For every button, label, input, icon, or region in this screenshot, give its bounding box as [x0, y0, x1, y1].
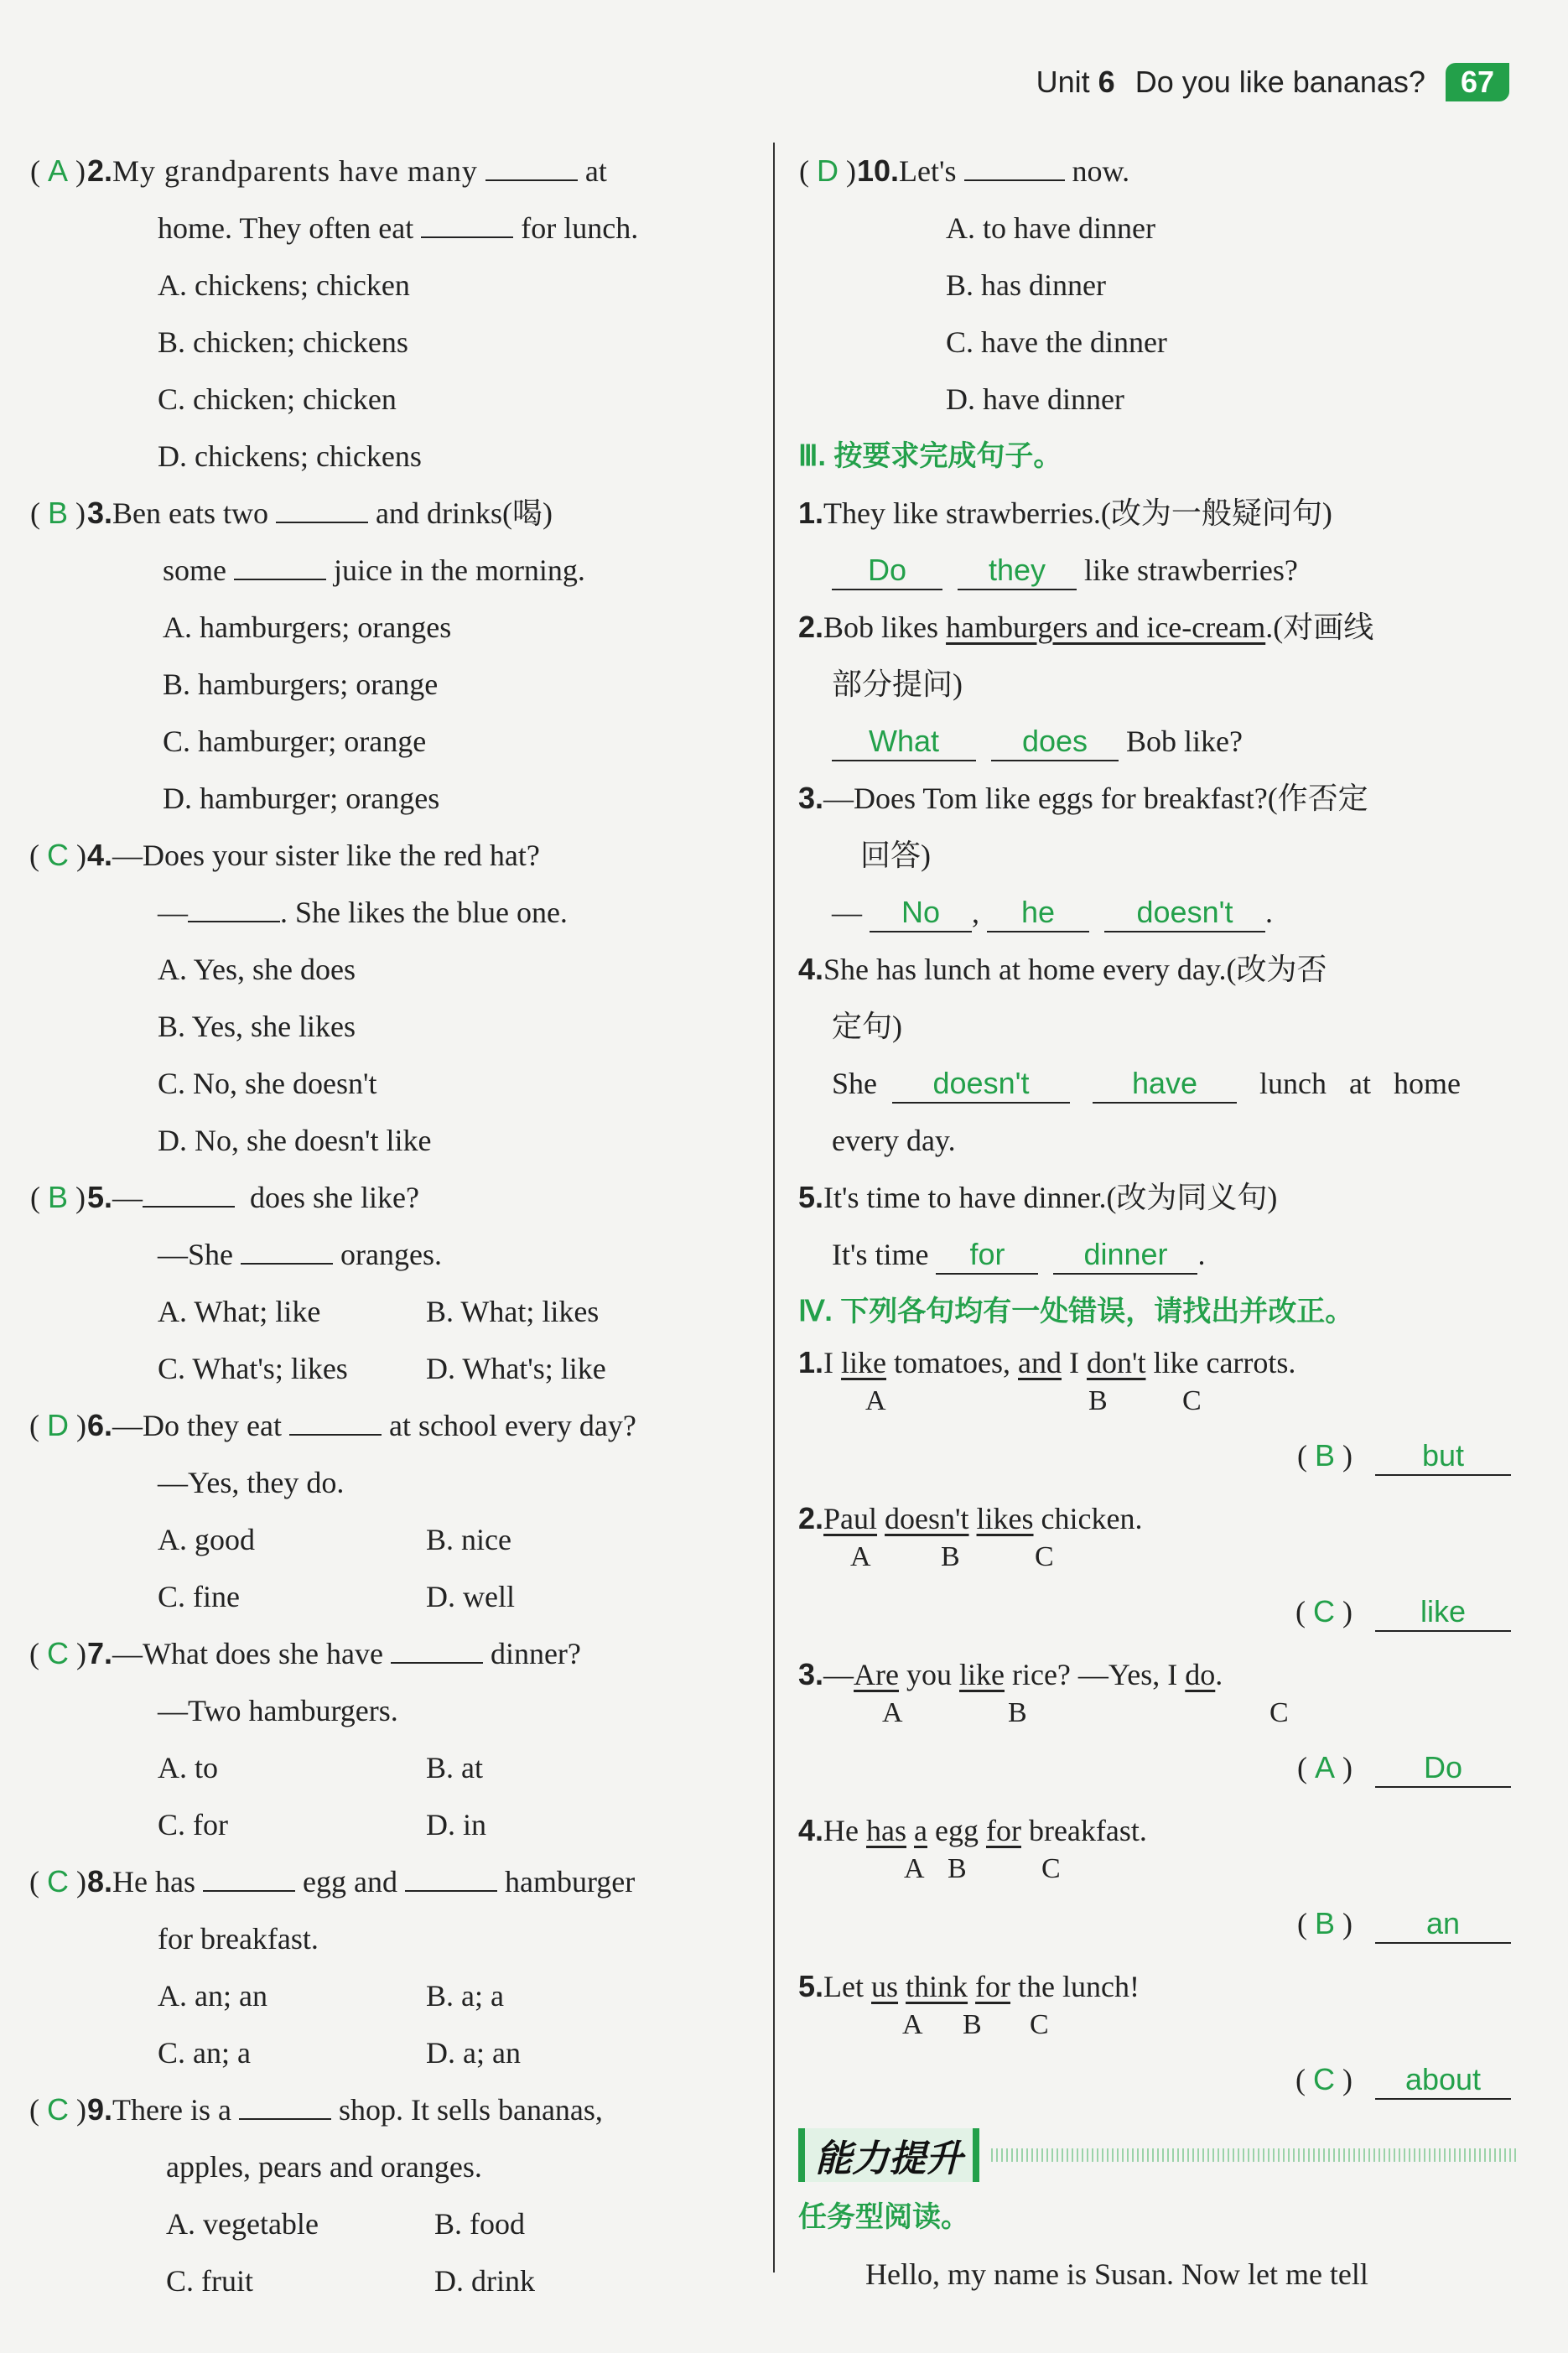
s3-item-4: 4.She has lunch at home every day.(改为否 定句) She doesn't have lunch at home every day. — [798, 952, 1461, 1157]
option-row: C. an; a D. a; an — [158, 2036, 521, 2070]
answer-box: ( B ) — [29, 496, 86, 530]
answer-fill: No — [870, 894, 972, 932]
answer-fill: for — [936, 1236, 1038, 1275]
s3-item-5: 5.It's time to have dinner.(改为同义句) It's time for dinner . — [798, 1169, 1519, 1283]
option: C. hamburger; orange — [163, 725, 427, 758]
option: D. have dinner — [946, 382, 1124, 416]
option-row: C. fine D. well — [158, 1580, 515, 1613]
s4-item-5: 5.Let us think for the lunch! A B C ( C ) about — [798, 1964, 1519, 2105]
answer-box: ( C ) — [29, 1636, 86, 1670]
option: B. hamburgers; orange — [163, 667, 439, 701]
s4-item-2: 2.Paul doesn't likes chicken. A B C ( C ) like — [798, 1496, 1519, 1637]
answer-box: ( A ) — [29, 153, 86, 188]
option: A. to have dinner — [946, 211, 1155, 245]
error-answer: ( C ) like — [798, 1587, 1519, 1637]
s3-item-1: 1.They like strawberries.(改为一般疑问句) Do they like strawberries? — [798, 485, 1519, 599]
column-divider — [773, 143, 775, 2272]
answer-fill: doesn't — [892, 1065, 1070, 1104]
option: C. chicken; chicken — [158, 382, 397, 416]
answer-box: ( C ) — [29, 1864, 86, 1899]
option-row: C. What's; likes D. What's; like — [158, 1352, 606, 1385]
ability-banner — [798, 2122, 1519, 2189]
answer-box: ( B ) — [29, 1180, 86, 1214]
option-row: A. vegetable B. food — [166, 2207, 525, 2241]
option-row: C. fruit D. drink — [166, 2264, 535, 2298]
option: D. hamburger; oranges — [163, 782, 440, 815]
option: B. Yes, she likes — [158, 1010, 356, 1043]
option: C. No, she doesn't — [158, 1067, 377, 1100]
answer-box: ( D ) — [799, 153, 856, 188]
s3-item-2: 2.Bob likes hamburgers and ice-cream.(对画线 部分提问) What does Bob like? — [798, 599, 1519, 770]
answer-fill: doesn't — [1104, 894, 1265, 932]
option-row: A. good B. nice — [158, 1523, 511, 1556]
error-answer: ( C ) about — [798, 2054, 1519, 2105]
error-answer: ( B ) but — [798, 1431, 1519, 1481]
left-column — [29, 143, 750, 2309]
answer-fill: dinner — [1053, 1236, 1197, 1275]
question-5: ( B ) 5. — does she like? —She oranges. A. What; like B. What; likes C. What's; likes D. What's; like — [29, 1169, 750, 1397]
s4-item-1: 1.I like tomatoes, and I don't like carrots. A B C ( B ) but — [798, 1340, 1519, 1481]
answer-box: ( C ) — [29, 2092, 86, 2127]
question-4: ( C ) 4. —Does your sister like the red hat? — . She likes the blue one. A. Yes, she does B. Yes, she likes C. No, she doesn't D. No, she doesn't like — [29, 827, 750, 1169]
option: B. has dinner — [946, 268, 1106, 302]
reading-text: Hello, my name is Susan. Now let me tell — [865, 2257, 1368, 2291]
error-answer: ( A ) Do — [798, 1743, 1519, 1793]
option-row: A. What; like B. What; likes — [158, 1295, 600, 1328]
answer-fill: does — [991, 723, 1119, 761]
answer-box: ( C ) — [29, 838, 86, 872]
question-9: ( C ) 9. There is a shop. It sells bananas, apples, pears and oranges. A. vegetable B. food C. fruit D. drink — [29, 2081, 750, 2309]
question-3: ( B ) 3. Ben eats two and drinks(喝) some juice in the morning. A. hamburgers; oranges B. hamburgers; orange C. hamburger; orange D. hamburger; oranges — [29, 485, 750, 827]
error-answer: ( B ) an — [798, 1899, 1519, 1949]
option: D. No, she doesn't like — [158, 1124, 432, 1157]
question-6: ( D ) 6. —Do they eat at school every day? —Yes, they do. A. good B. nice C. fine D. well — [29, 1397, 750, 1625]
option-row: C. for D. in — [158, 1808, 486, 1841]
option: D. chickens; chickens — [158, 439, 422, 473]
option: B. chicken; chickens — [158, 325, 408, 359]
question-10: ( D ) 10. Let's now. A. to have dinner B. has dinner C. have the dinner D. have dinner — [798, 143, 1519, 428]
unit-title: Do you like bananas? — [1134, 65, 1425, 99]
task-reading-title: 任务型阅读。 — [798, 2201, 969, 2233]
page-header — [1036, 60, 1509, 104]
s4-item-4: 4.He has a egg for breakfast. A B C ( B ) an — [798, 1808, 1519, 1949]
unit-label: Unit 6 — [1036, 65, 1115, 99]
section-4-title: Ⅳ. 下列各句均有一处错误，请找出并改正。 — [798, 1296, 1354, 1327]
s4-item-3: 3.—Are you like rice? —Yes, I do. A B C ( A ) Do — [798, 1652, 1519, 1793]
question-2: ( A ) 2. My grandparents have many at home. They often eat for lunch. A. chickens; chicken B. chicken; chickens C. chicken; chicken D. chickens; chickens — [29, 143, 750, 485]
option-row: A. to B. at — [158, 1751, 483, 1784]
answer-fill: he — [987, 894, 1089, 932]
option-row: A. an; an B. a; a — [158, 1979, 504, 2013]
option: A. chickens; chicken — [158, 268, 410, 302]
option: A. hamburgers; oranges — [163, 610, 452, 644]
option: C. have the dinner — [946, 325, 1167, 359]
answer-fill: Do — [832, 552, 942, 590]
ability-tag: 能力提升 — [798, 2128, 979, 2182]
page-number: 67 — [1446, 63, 1509, 101]
option: A. Yes, she does — [158, 953, 356, 986]
banner-ticks — [991, 2148, 1519, 2162]
right-column — [798, 143, 1519, 2303]
s3-item-3: 3.—Does Tom like eggs for breakfast?(作否定 回答) — No , he doesn't . — [798, 770, 1519, 941]
section-3-title: Ⅲ. 按要求完成句子。 — [798, 440, 1062, 472]
answer-fill: have — [1093, 1065, 1237, 1104]
question-8: ( C ) 8. He has egg and hamburger for breakfast. A. an; an B. a; a C. an; a D. a; an — [29, 1853, 750, 2081]
question-7: ( C ) 7. —What does she have dinner? —Two hamburgers. A. to B. at C. for D. in — [29, 1625, 750, 1853]
answer-fill: What — [832, 723, 976, 761]
answer-fill: they — [958, 552, 1077, 590]
answer-box: ( D ) — [29, 1408, 86, 1442]
